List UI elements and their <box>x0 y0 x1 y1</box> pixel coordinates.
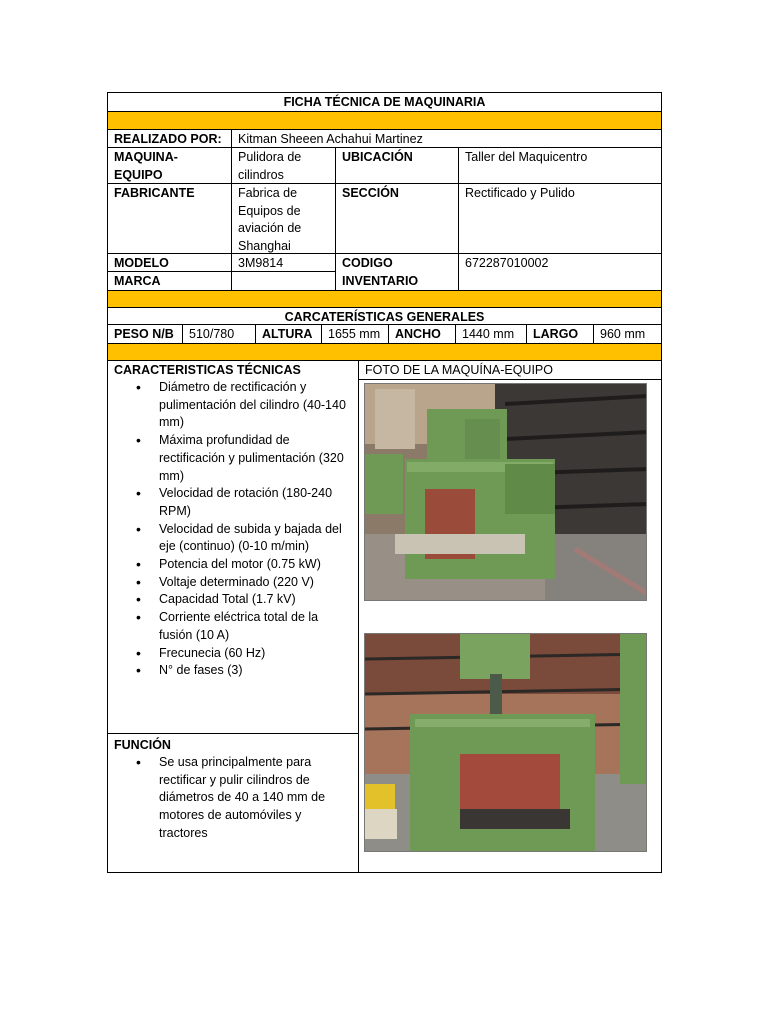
sheet-title: FICHA TÉCNICA DE MAQUINARIA <box>283 95 486 109</box>
list-item: • Voltaje determinado (220 V) <box>114 574 352 592</box>
funcion-section <box>108 734 358 872</box>
fabricante-row <box>108 184 661 254</box>
maquina-label: MAQUINA-EQUIPO <box>114 150 178 182</box>
realizado-label: REALIZADO POR: <box>114 132 222 146</box>
foto-title: FOTO DE LA MAQUÍNA-EQUIPO <box>359 361 661 380</box>
machine-photo-2 <box>364 633 647 852</box>
dimensions-row <box>108 325 661 344</box>
maquina-value: Pulidora de cilindros <box>231 148 335 183</box>
tecnicas-list <box>114 379 352 680</box>
maquina-row <box>108 148 661 184</box>
fabricante-value: Fabrica de Equipos de aviación de Shanghai <box>231 184 335 253</box>
list-item: • Potencia del motor (0.75 kW) <box>114 556 352 574</box>
seccion-value: Rectificado y Pulido <box>458 184 661 253</box>
ancho-label: ANCHO <box>388 325 455 343</box>
modelo-subrow <box>108 254 335 272</box>
list-item: • Frecunecia (60 Hz) <box>114 645 352 663</box>
generales-title-row <box>108 308 661 325</box>
machine-photo-1 <box>364 383 647 601</box>
marca-subrow <box>108 272 335 290</box>
codigo-value: 672287010002 <box>458 254 661 290</box>
machine-photo-2-image <box>365 634 647 852</box>
modelo-value: 3M9814 <box>231 254 335 271</box>
list-item: • Velocidad de subida y bajada del eje (continuo) (0-10 m/min) <box>114 521 352 556</box>
altura-value: 1655 mm <box>321 325 388 343</box>
tecnicas-title: CARACTERISTICAS TÉCNICAS <box>114 363 301 377</box>
largo-value: 960 mm <box>593 325 661 343</box>
title-row <box>108 93 661 112</box>
ubicacion-label: UBICACIÓN <box>335 148 458 183</box>
list-item: • N° de fases (3) <box>114 662 352 680</box>
main-content <box>108 361 661 873</box>
left-column <box>108 361 358 872</box>
list-item: • Máxima profundidad de rectificación y pulimentación (320 mm) <box>114 432 352 485</box>
peso-label: PESO N/B <box>114 327 174 341</box>
orange-divider <box>108 291 661 308</box>
modelo-label: MODELO <box>114 256 169 270</box>
altura-label: ALTURA <box>255 325 321 343</box>
orange-divider <box>108 112 661 130</box>
list-item: • Corriente eléctrica total de la fusión (10 A) <box>114 609 352 644</box>
orange-divider <box>108 344 661 361</box>
seccion-label: SECCIÓN <box>335 184 458 253</box>
list-item: • Capacidad Total (1.7 kV) <box>114 591 352 609</box>
right-column <box>358 361 661 872</box>
generales-title: CARCATERÍSTICAS GENERALES <box>284 310 485 324</box>
funcion-title: FUNCIÓN <box>114 738 171 752</box>
modelo-marca-row <box>108 254 661 291</box>
largo-label: LARGO <box>526 325 593 343</box>
list-item: • Se usa principalmente para rectificar y pulir cilindros de diámetros de 40 a 140 mm de motores de automóviles y tractores <box>114 754 352 843</box>
list-item: • Diámetro de rectificación y pulimentación del cilindro (40-140 mm) <box>114 379 352 432</box>
machine-photo-1-image <box>365 384 647 601</box>
marca-value <box>231 272 335 290</box>
ubicacion-value: Taller del Maquicentro <box>458 148 661 183</box>
marca-label: MARCA <box>114 274 161 288</box>
list-item: • Velocidad de rotación (180-240 RPM) <box>114 485 352 520</box>
fabricante-label: FABRICANTE <box>114 186 195 200</box>
funcion-list <box>114 754 352 843</box>
technical-sheet <box>107 92 662 873</box>
realizado-row <box>108 130 661 148</box>
realizado-value: Kitman Sheeen Achahui Martinez <box>231 130 661 147</box>
ancho-value: 1440 mm <box>455 325 526 343</box>
tecnicas-section <box>108 361 358 734</box>
peso-value: 510/780 <box>182 325 255 343</box>
codigo-label: CODIGO INVENTARIO <box>335 254 458 290</box>
